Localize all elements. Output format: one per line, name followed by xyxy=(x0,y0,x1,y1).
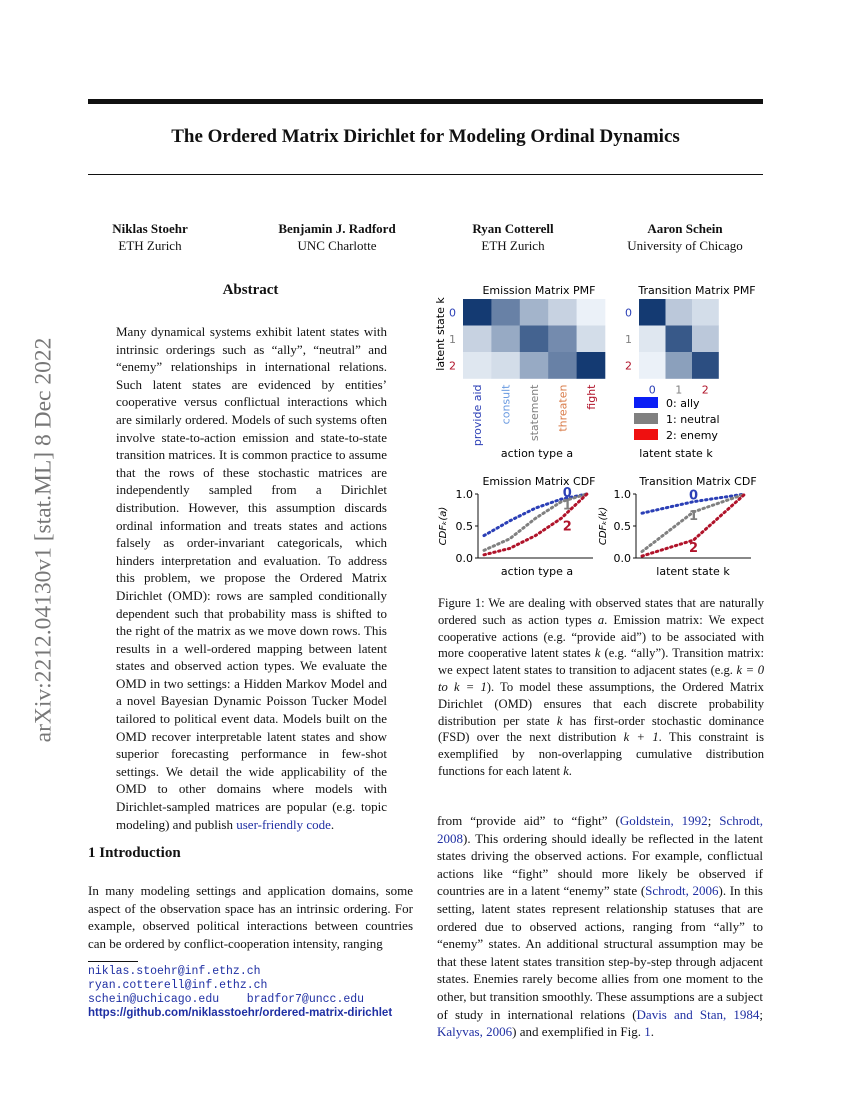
cdf-curve-label: 0 xyxy=(562,486,572,502)
emission-pmf-title: Emission Matrix PMF xyxy=(482,284,596,297)
figure-svg xyxy=(436,278,766,588)
author-block xyxy=(90,220,210,254)
caption-math: k + 1 xyxy=(623,730,659,745)
y-tick-label: 0.0 xyxy=(455,552,473,565)
emission-cdf-xlabel: action type a xyxy=(500,565,574,578)
heatmap-cell xyxy=(548,326,577,353)
legend-swatch-enemy xyxy=(634,429,658,440)
title-bottom-rule xyxy=(88,174,763,175)
citation-link[interactable]: Schrodt, 2006 xyxy=(645,883,719,899)
emission-xlabel: action type a xyxy=(500,447,574,460)
legend-enemy: 2: enemy xyxy=(666,429,718,442)
author-block xyxy=(262,220,412,254)
heatmap-cell xyxy=(692,299,719,326)
caption-text: has first-order stochastic dominance (FSD) over the next distribution xyxy=(438,713,764,745)
author-affiliation: ETH Zurich xyxy=(481,238,545,253)
figure-ref-link[interactable]: 1 xyxy=(644,1024,651,1040)
caption-math: k xyxy=(594,646,601,661)
citation-link[interactable]: Goldstein, 1992 xyxy=(619,813,708,828)
heatmap-cell xyxy=(491,299,520,326)
body-text: ) and exemplified in Fig. xyxy=(512,1024,645,1040)
author-block xyxy=(448,220,578,254)
figure-caption xyxy=(438,595,764,780)
caption-text: ). To model these assumptions, the Ordered Matrix Dirichlet (OMD) ensures that each discrete probability distribution per state xyxy=(438,679,764,728)
x-tick-label: 1 xyxy=(675,383,683,397)
cdf-curve-label: 1 xyxy=(562,498,572,514)
x-tick-label: threaten xyxy=(556,384,570,432)
body-text: ). This ordering should ideally be reflected in the latent states driving the observed actions. For example, conflictual actions like “fight” should more likely be observed if countries are in a latent “enemy” state ( xyxy=(437,830,763,899)
caption-text: . Emission matrix: We expect cooperative actions (e.g. “provide aid”) to be associated with more cooperative latent states xyxy=(438,612,764,661)
caption-math: a xyxy=(597,612,605,627)
citation-link[interactable]: Kalyvas, 2006 xyxy=(437,1024,513,1040)
x-tick-label: fight xyxy=(584,384,598,410)
footnote-email[interactable]: niklas.stoehr@inf.ethz.ch xyxy=(88,965,261,978)
code-link[interactable]: user-friendly code xyxy=(236,816,331,832)
intro-paragraph: In many modeling settings and application domains, some aspect of the observation space has an intrinsic ordering. For example, observed political interactions between countries can be ordered by conflict-cooperation intensity, ranging xyxy=(88,883,413,951)
y-tick-label: 0.5 xyxy=(455,520,473,533)
legend-neutral: 1: neutral xyxy=(666,413,720,426)
title-top-rule xyxy=(88,99,763,104)
author-block xyxy=(612,220,758,254)
abstract-body xyxy=(116,323,387,833)
heatmap-cell xyxy=(463,352,492,379)
emission-cdf-plot xyxy=(456,486,594,565)
abstract-heading: Abstract xyxy=(222,282,279,298)
legend-ally: 0: ally xyxy=(666,397,700,410)
body-text: ; xyxy=(707,813,720,828)
y-tick-label: 1.0 xyxy=(613,488,631,501)
legend-swatch-ally xyxy=(634,397,658,408)
y-tick-label: 0 xyxy=(449,306,456,320)
author-name: Niklas Stoehr xyxy=(112,221,188,236)
transition-xlabel: latent state k xyxy=(639,447,713,460)
heatmap-cell xyxy=(577,352,606,379)
abstract-end: . xyxy=(330,816,335,832)
footnote-email[interactable]: schein@uchicago.edu bradfor7@uncc.edu xyxy=(88,993,365,1006)
footnote-github-link[interactable]: https://github.com/niklasstoehr/ordered-matrix-dirichlet xyxy=(88,1007,393,1019)
body-text: from “provide aid” to “fight” ( xyxy=(437,813,620,828)
author-affiliation: UNC Charlotte xyxy=(297,238,377,253)
author-name: Benjamin J. Radford xyxy=(278,221,396,236)
author-affiliation: University of Chicago xyxy=(627,238,743,253)
cdf-curve-label: 1 xyxy=(688,508,699,524)
citation-link[interactable]: Davis and Stan, 1984 xyxy=(636,1006,760,1022)
caption-math: k = 0 to k = 1 xyxy=(438,663,765,694)
transition-cdf-plot xyxy=(614,488,752,565)
y-tick-label: 0.0 xyxy=(613,552,631,565)
body-text: ; xyxy=(759,1006,763,1022)
intro-continued-paragraph xyxy=(437,812,763,1041)
heatmap-cell xyxy=(639,352,666,379)
transition-cdf-ylabel: CDFₖ(k) xyxy=(598,506,609,546)
heatmap-cell xyxy=(639,326,666,353)
x-tick-label: 2 xyxy=(701,383,709,397)
x-tick-label: 0 xyxy=(648,383,656,397)
heatmap-cell xyxy=(639,299,666,326)
heatmap-cell xyxy=(520,299,549,326)
cdf-curve-label: 2 xyxy=(688,541,699,557)
author-affiliation: ETH Zurich xyxy=(118,238,182,253)
heatmap-cell xyxy=(666,299,693,326)
y-tick-label: 1 xyxy=(625,332,632,346)
footnote-rule xyxy=(88,961,138,962)
x-tick-label: consult xyxy=(499,384,513,425)
x-tick-label: provide aid xyxy=(471,384,485,447)
heatmap-cell xyxy=(577,299,606,326)
heatmap-cell xyxy=(463,326,492,353)
heatmap-cell xyxy=(666,326,693,353)
transition-heatmap xyxy=(625,299,719,397)
heatmap-cell xyxy=(463,299,492,326)
y-tick-label: 1.0 xyxy=(455,488,473,501)
emission-ylabel: latent state k xyxy=(434,297,447,371)
caption-math: k xyxy=(563,763,569,778)
body-text: . xyxy=(650,1024,654,1040)
section-heading-introduction: 1 Introduction xyxy=(88,845,181,861)
footnote-email[interactable]: ryan.cotterell@inf.ethz.ch xyxy=(88,979,268,992)
transition-cdf-xlabel: latent state k xyxy=(656,565,730,578)
author-name: Aaron Schein xyxy=(647,221,723,236)
heatmap-cell xyxy=(548,352,577,379)
emission-heatmap xyxy=(449,299,605,446)
heatmap-cell xyxy=(548,299,577,326)
caption-text: . xyxy=(568,763,572,778)
y-tick-label: 0.5 xyxy=(613,520,631,533)
body-text: ). In this setting, latent states represent relationship statuses that are ordered due to observed actions, ranging from “ally” to “enemy” states. An additional structural assumption may be that these latent states transition step-by-step through adjacent states. Enemies rarely become allies from one moment to the other, but transition smoothly. These assumptions are a subject of study in international relations ( xyxy=(437,883,763,1022)
caption-text: . This constraint is exemplified by non-overlapping cumulative distribution functions for each latent xyxy=(438,730,764,778)
y-tick-label: 2 xyxy=(625,359,632,373)
heatmap-cell xyxy=(577,326,606,353)
heatmap-cell xyxy=(520,352,549,379)
transition-cdf-title: Transition Matrix CDF xyxy=(639,475,757,488)
caption-text: (e.g. “ally”). Transition matrix: we expect latent states to transition to adjacent states (e.g. xyxy=(438,646,764,678)
transition-pmf-title: Transition Matrix PMF xyxy=(638,284,756,297)
heatmap-cell xyxy=(520,326,549,353)
heatmap-cell xyxy=(692,326,719,353)
emission-cdf-ylabel: CDFₖ(a) xyxy=(438,506,449,546)
y-tick-label: 1 xyxy=(449,332,456,346)
abstract-text: Many dynamical systems exhibit latent states with intrinsic orderings such as “ally”, “neutral” and “enemy” relationships in international relations. Such latent states are evidenced by entities’ cooperative versus conflictual interactions which are similarly ordered. Models of such systems often involve state-to-action emission and state-to-state transition matrices. It is common practice to assume that the rows of these stochastic matrices are independently sampled from a Dirichlet distribution. However, this assumption discards ordinal information and treats states and actions falsely as order-invariant categoricals, which hinders interpretation and evaluation. To address this problem, we propose the Ordered Matrix Dirichlet (OMD): rows are sampled conditionally dependent such that probability mass is shifted to the right of the matrix as we move down rows. This results in a well-ordered mapping between latent states and observed action types. We evaluate the OMD in two settings: a Hidden Markov Model and a novel Bayesian Dynamic Poisson Tucker Model tailored to political event data. Models built on the OMD recover interpretable latent states and show superior forecasting performance in few-shot settings. We detail the wide applicability of the OMD to other domains where models with Dirichlet-sampled matrices are popular (e.g. topic modeling) and publish xyxy=(116,324,387,832)
x-tick-label: statement xyxy=(528,384,541,442)
heatmap-cell xyxy=(491,326,520,353)
heatmap-cell xyxy=(666,352,693,379)
y-tick-label: 0 xyxy=(625,306,632,320)
caption-text: Figure 1: We are dealing with observed states that are naturally ordered such as action types xyxy=(438,596,764,627)
legend-swatch-neutral xyxy=(634,413,658,424)
citation-link[interactable]: Schrodt, 2008 xyxy=(437,813,763,846)
emission-cdf-title: Emission Matrix CDF xyxy=(482,475,596,488)
cdf-curve-label: 0 xyxy=(688,488,699,504)
cdf-curve-label: 2 xyxy=(562,519,572,535)
author-name: Ryan Cotterell xyxy=(472,221,554,236)
caption-math: k xyxy=(556,713,563,728)
y-tick-label: 2 xyxy=(449,359,456,373)
heatmap-cell xyxy=(692,352,719,379)
heatmap-cell xyxy=(491,352,520,379)
arxiv-identifier: arXiv:2212.04130v1 [stat.ML] 8 Dec 2022 xyxy=(30,337,57,743)
figure-1 xyxy=(436,278,766,588)
paper-title: The Ordered Matrix Dirichlet for Modeling Ordinal Dynamics xyxy=(171,126,680,147)
